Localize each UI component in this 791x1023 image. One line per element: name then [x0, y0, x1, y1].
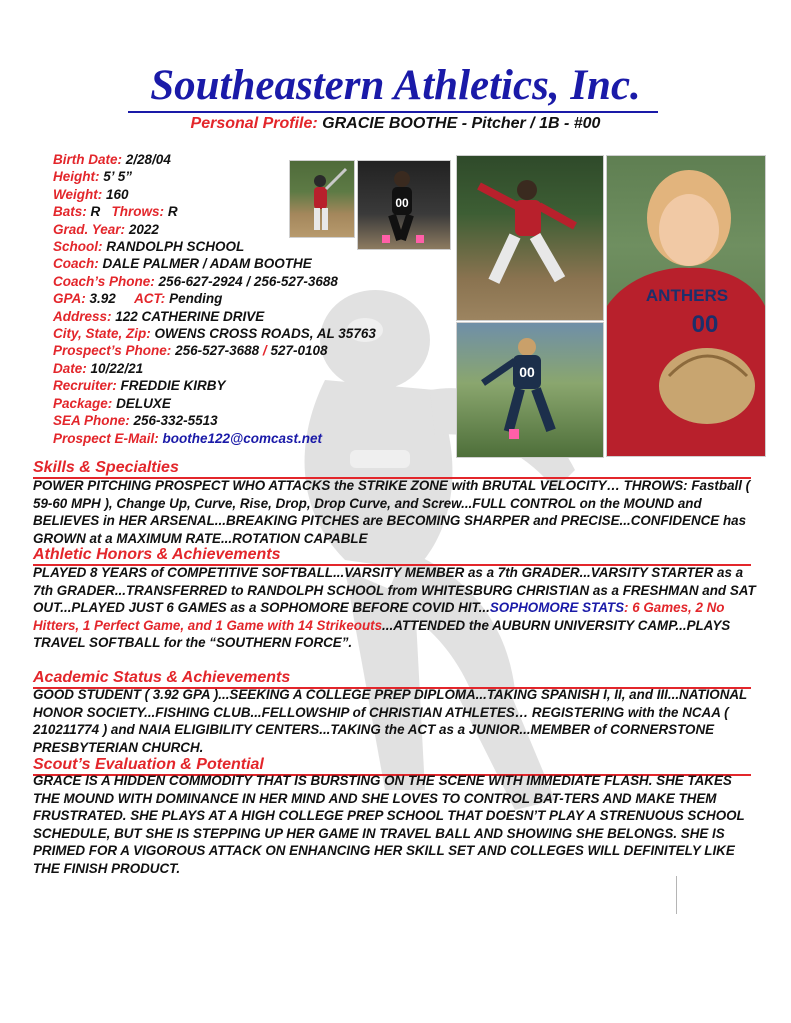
pitcher-figure-icon	[457, 156, 603, 320]
academic-body: GOOD STUDENT ( 3.92 GPA )...SEEKING A COLLEGE PREP DIPLOMA...TAKING SPANISH I, II, and III...NATIONAL HONOR SOCIETY...FISHING CLUB...FELLOWSHIP of CHRISTIAN ATHLETES… REGISTERING with the NCAA ( 210211774 ) and NAIA ELIGIBILITY CENTERS...TAKING the ACT as a JUNIOR...MEMBER of CORNERSTONE PRESBYTERIAN CHURCH.	[33, 687, 747, 755]
grad-year-label: Grad. Year:	[53, 221, 126, 237]
date-value: 10/22/21	[90, 360, 144, 376]
back-jersey-number: 00	[519, 364, 535, 380]
address-label: Address:	[53, 308, 112, 324]
skills-heading: Skills & Specialties	[33, 459, 179, 476]
coach-phone-label: Coach’s Phone:	[53, 273, 155, 289]
photo-batting-small	[289, 160, 355, 238]
profile-subtitle	[0, 115, 791, 133]
city-state-zip-value: OWENS CROSS ROADS, AL 35763	[154, 326, 376, 342]
jersey-text: ANTHERS	[645, 286, 729, 305]
coach-label: Coach:	[53, 256, 99, 272]
throws-label: Throws:	[111, 204, 165, 220]
photo-running	[357, 160, 451, 250]
batter-figure-icon	[290, 161, 354, 237]
recruiter-row	[53, 377, 473, 394]
prospect-phone-value-1: 256-527-3688	[175, 343, 260, 359]
gpa-label: GPA:	[53, 291, 86, 307]
email-label: Prospect E-Mail:	[53, 430, 159, 446]
city-state-zip-label: City, State, Zip:	[53, 326, 151, 342]
coach-value: DALE PALMER / ADAM BOOTHE	[102, 256, 312, 272]
address-value: 122 CATHERINE DRIVE	[115, 308, 265, 324]
photo-pitching-navy	[456, 322, 604, 458]
profile-label: Personal Profile:	[190, 115, 318, 132]
athletic-body-part-2: ...ATTENDED the AUBURN UNIVERSITY CAMP...PLAYS TRAVEL SOFTBALL for the “SOUTHERN FORCE”.	[33, 617, 731, 651]
bats-value: R	[90, 204, 101, 220]
height-value: 5’ 5”	[103, 169, 133, 185]
sophomore-stats-value: : 6 Games, 2 No Hitters, 1 Perfect Game, and 1 Game with 14 Strikeouts	[33, 600, 725, 633]
email-link[interactable]: boothe122@comcast.net	[162, 430, 323, 446]
weight-value: 160	[106, 186, 129, 202]
runner-figure-icon	[358, 161, 450, 249]
date-label: Date:	[53, 360, 87, 376]
throws-value: R	[167, 204, 178, 220]
prospect-phone-row	[53, 342, 473, 359]
pitcher-back-figure-icon	[457, 323, 603, 457]
sea-phone-row	[53, 412, 473, 429]
prospect-phone-separator: /	[262, 343, 267, 359]
photo-pitching-red	[456, 155, 604, 321]
act-label: ACT:	[134, 291, 166, 307]
email-row	[53, 430, 473, 447]
gpa-act-row	[53, 290, 473, 307]
prospect-phone-value-2: 527-0108	[270, 343, 328, 359]
birth-date-value: 2/28/04	[125, 152, 171, 167]
coach-row	[53, 255, 473, 272]
sea-phone-value: 256-332-5513	[133, 413, 218, 429]
weight-label: Weight:	[53, 186, 103, 202]
prospect-phone-label: Prospect’s Phone:	[53, 343, 172, 359]
scout-heading: Scout’s Evaluation & Potential	[33, 756, 264, 773]
skills-body: POWER PITCHING PROSPECT WHO ATTACKS the STRIKE ZONE with BRUTAL VELOCITY… THROWS: Fastball ( 59-60 MPH ), Change Up, Curve, Rise, Drop, Drop Curve, and Screw...FULL CONTROL on the MOUND and BELIEVES in HER ARSENAL...BREAKING PITCHES are BECOMING SHARPER and PRECISE...CONFIDENCE has GROWN at a MAXIMUM RATE...ROTATION CAPABLE	[33, 478, 751, 546]
birth-date-label: Birth Date:	[53, 152, 123, 167]
package-value: DELUXE	[116, 395, 171, 411]
recruiter-label: Recruiter:	[53, 378, 117, 394]
scout-body: GRACE IS A HIDDEN COMMODITY THAT IS BURSTING ON THE SCENE WITH IMMEDIATE FLASH. SHE TAKES THE MOUND WITH DOMINANCE IN HER MIND AND SHE LOVES TO CONTROL BAT-TERS AND MAKE THEM FRUSTRATED. SHE PLAYS AT A HIGH COLLEGE PREP SCHOOL THAT DOESN’T PLAY A STRENUOUS SCHOOL SCHEDULE, BUT SHE IS STEPPING UP HER GAME IN TRAVEL BALL AND SHOWING SHE BELONGS. SHE IS PRIMED FOR A VIGOROUS ATTACK ON ENHANCING HER SKILL SET AND COLLEGES WILL DEFINITELY LIKE THE FINISH PRODUCT.	[33, 773, 745, 876]
school-value: RANDOLPH SCHOOL	[106, 239, 245, 255]
bats-label: Bats:	[53, 204, 87, 220]
academic-heading: Academic Status & Achievements	[33, 669, 291, 686]
coach-phone-row	[53, 273, 473, 290]
package-row	[53, 395, 473, 412]
runner-number: 00	[395, 196, 409, 210]
coach-phone-value: 256-627-2924 / 256-527-3688	[158, 273, 338, 289]
athletic-body-part-1: PLAYED 8 YEARS of COMPETITIVE SOFTBALL...VARSITY MEMBER as a 7th GRADER...VARSITY STARTER as a 7th GRADER...TRANSFERRED to RANDOLPH SCHOOL from WHITESBURG CHRISTIAN as a FRESHMAN and SAT OUT...PLAYED JUST 6 GAMES as a SOPHOMORE BEFORE COVID HIT...	[33, 565, 756, 616]
athletic-body	[33, 564, 758, 652]
date-row	[53, 360, 473, 377]
photo-portrait	[606, 155, 766, 457]
school-label: School:	[53, 239, 103, 255]
stray-line	[676, 876, 677, 914]
height-label: Height:	[53, 169, 100, 185]
sophomore-stats-label: SOPHOMORE STATS	[489, 600, 625, 616]
company-title: Southeastern Athletics, Inc.	[150, 62, 641, 109]
profile-value: GRACIE BOOTHE - Pitcher / 1B - #00	[322, 115, 601, 132]
title-underline	[128, 111, 658, 113]
recruiter-value: FREDDIE KIRBY	[120, 378, 226, 394]
city-state-zip-row	[53, 325, 473, 342]
jersey-number: 00	[691, 311, 719, 338]
athletic-heading: Athletic Honors & Achievements	[33, 546, 281, 563]
act-value: Pending	[169, 291, 223, 307]
sea-phone-label: SEA Phone:	[53, 413, 130, 429]
portrait-figure-icon	[607, 156, 765, 456]
address-row	[53, 308, 473, 325]
package-label: Package:	[53, 395, 113, 411]
gpa-value: 3.92	[89, 291, 116, 307]
grad-year-value: 2022	[128, 221, 159, 237]
